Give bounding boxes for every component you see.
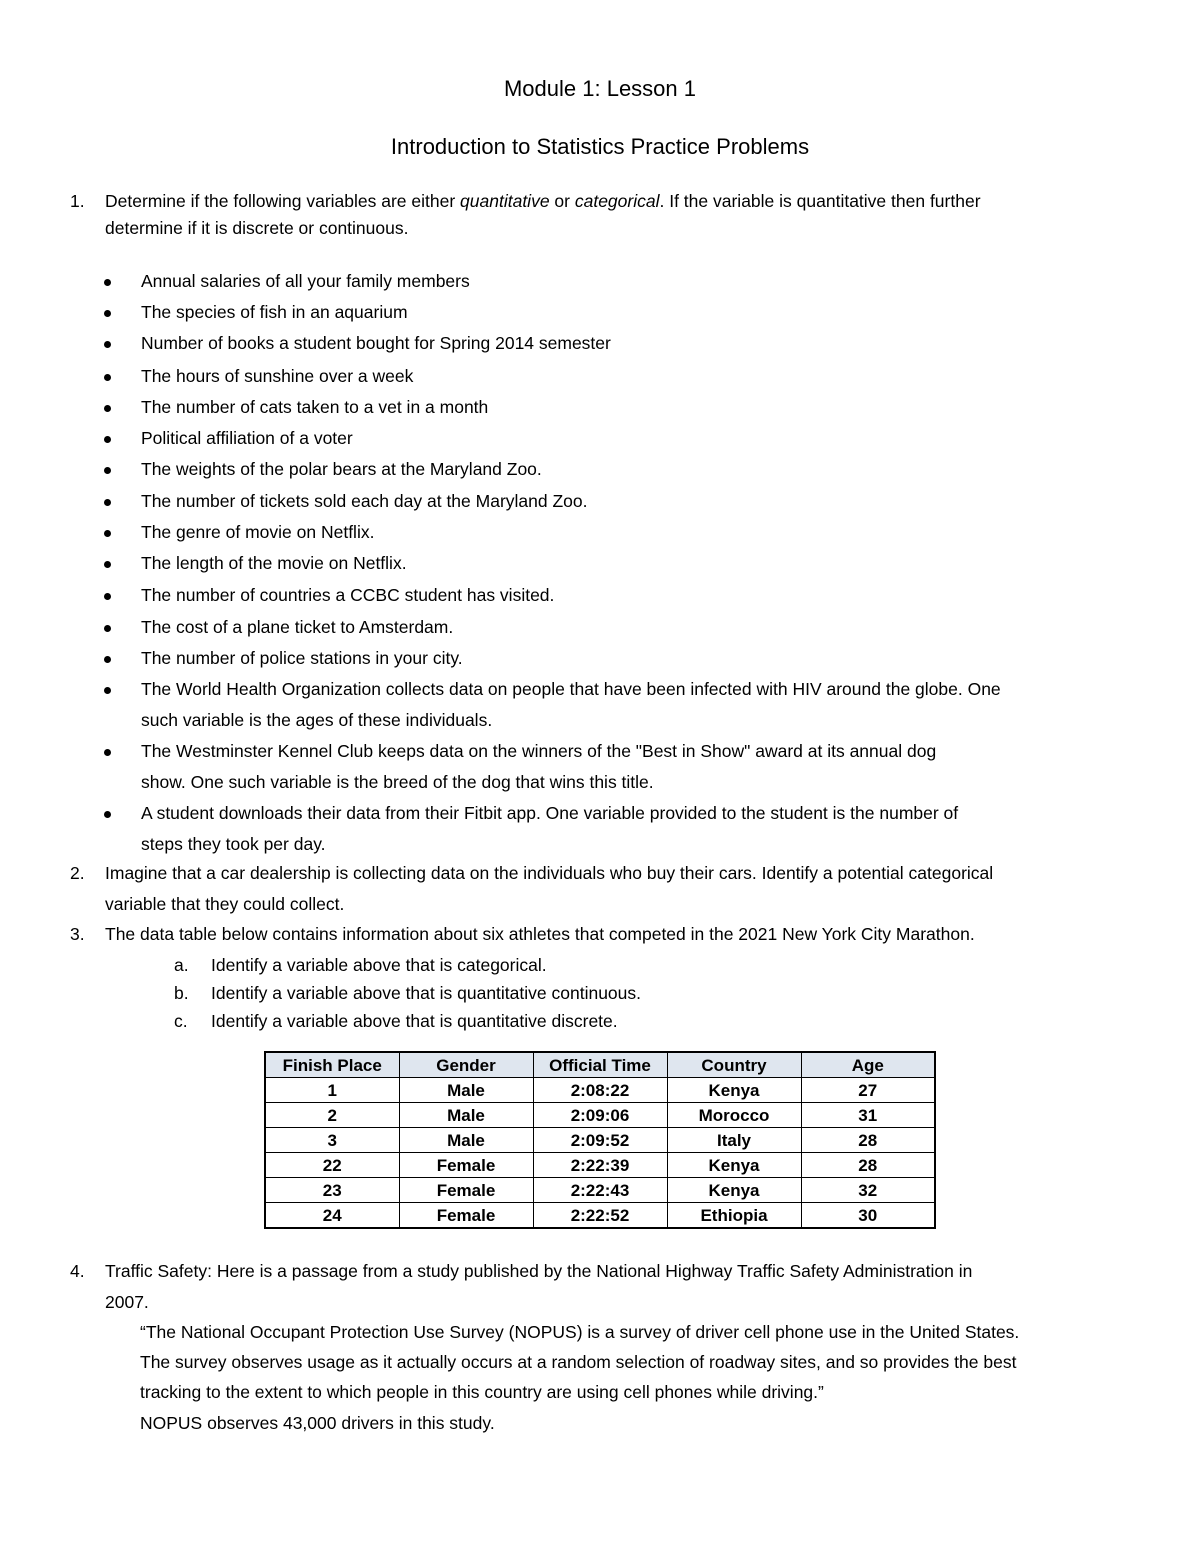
table-cell: 2:22:52 bbox=[533, 1203, 667, 1229]
bullet-icon bbox=[104, 687, 111, 694]
question-4-line-1: Traffic Safety: Here is a passage from a study published by the National Highway Traffic Safety Administration in bbox=[105, 1261, 973, 1281]
bullet-text: The genre of movie on Netflix. bbox=[141, 522, 375, 542]
bullet-text: The weights of the polar bears at the Maryland Zoo. bbox=[141, 459, 542, 479]
table-cell: 23 bbox=[265, 1178, 399, 1203]
question-3-number: 3. bbox=[70, 924, 85, 944]
table-cell: 28 bbox=[801, 1153, 935, 1178]
table-row bbox=[265, 1128, 935, 1153]
bullet-text: steps they took per day. bbox=[141, 834, 326, 854]
subitem-text: Identify a variable above that is quantitative discrete. bbox=[211, 1011, 618, 1031]
question-3-line-1: The data table below contains information about six athletes that competed in the 2021 New York City Marathon. bbox=[105, 924, 975, 944]
table-cell: 24 bbox=[265, 1203, 399, 1229]
table-cell: 1 bbox=[265, 1078, 399, 1103]
bullet-icon bbox=[104, 625, 111, 632]
table-cell: Kenya bbox=[667, 1153, 801, 1178]
bullet-icon bbox=[104, 749, 111, 756]
table-cell: Male bbox=[399, 1078, 533, 1103]
subitem-letter: c. bbox=[174, 1011, 188, 1031]
bullet-text: The Westminster Kennel Club keeps data on the winners of the "Best in Show" award at its annual dog bbox=[141, 741, 937, 761]
bullet-icon bbox=[104, 436, 111, 443]
bullet-icon bbox=[104, 467, 111, 474]
table-cell: 2:22:43 bbox=[533, 1178, 667, 1203]
question-4-number: 4. bbox=[70, 1261, 85, 1281]
table-cell: 31 bbox=[801, 1103, 935, 1128]
table-row bbox=[265, 1178, 935, 1203]
quote-line: The survey observes usage as it actually occurs at a random selection of roadway sites, and so provides the best bbox=[140, 1352, 1017, 1372]
table-cell: Female bbox=[399, 1178, 533, 1203]
question-2-line-1: Imagine that a car dealership is collecting data on the individuals who buy their cars. Identify a potential categorical bbox=[105, 863, 994, 883]
bullet-text: The length of the movie on Netflix. bbox=[141, 553, 407, 573]
table-cell: 3 bbox=[265, 1128, 399, 1153]
bullet-text: such variable is the ages of these individuals. bbox=[141, 710, 493, 730]
bullet-text: A student downloads their data from their Fitbit app. One variable provided to the student is the number of bbox=[141, 803, 959, 823]
table-cell: 2:22:39 bbox=[533, 1153, 667, 1178]
table-cell: 2:09:06 bbox=[533, 1103, 667, 1128]
subitem-text: Identify a variable above that is quantitative continuous. bbox=[211, 983, 641, 1003]
table-cell: Italy bbox=[667, 1128, 801, 1153]
table-cell: Female bbox=[399, 1153, 533, 1178]
bullet-text: The World Health Organization collects data on people that have been infected with HIV around the globe. One bbox=[141, 679, 1001, 699]
table-row bbox=[265, 1103, 935, 1128]
bullet-text: The cost of a plane ticket to Amsterdam. bbox=[141, 617, 454, 637]
page-title: Module 1: Lesson 1 bbox=[503, 76, 697, 101]
bullet-text: The number of cats taken to a vet in a month bbox=[141, 397, 489, 417]
column-header: Official Time bbox=[533, 1052, 667, 1078]
question-1-line-1: Determine if the following variables are either quantitative or categorical. If the variable is quantitative then further bbox=[105, 191, 981, 211]
marathon-data-table bbox=[264, 1051, 936, 1229]
page-subtitle: Introduction to Statistics Practice Problems bbox=[390, 134, 810, 159]
column-header: Gender bbox=[399, 1052, 533, 1078]
subitem-text: Identify a variable above that is categorical. bbox=[211, 955, 547, 975]
table-cell: Female bbox=[399, 1203, 533, 1229]
table-cell: 2:09:52 bbox=[533, 1128, 667, 1153]
table-cell: Kenya bbox=[667, 1178, 801, 1203]
bullet-text: Political affiliation of a voter bbox=[141, 428, 353, 448]
table-cell: 2 bbox=[265, 1103, 399, 1128]
bullet-text: show. One such variable is the breed of the dog that wins this title. bbox=[141, 772, 654, 792]
table-header-row bbox=[265, 1052, 935, 1078]
bullet-icon bbox=[104, 561, 111, 568]
table-cell: Male bbox=[399, 1103, 533, 1128]
table-cell: Kenya bbox=[667, 1078, 801, 1103]
bullet-text: The number of tickets sold each day at the Maryland Zoo. bbox=[141, 491, 588, 511]
quote-line: “The National Occupant Protection Use Survey (NOPUS) is a survey of driver cell phone use in the United States. bbox=[140, 1322, 1020, 1342]
table-cell: Male bbox=[399, 1128, 533, 1153]
question-2-line-2: variable that they could collect. bbox=[105, 894, 345, 914]
quote-line: tracking to the extent to which people in this country are using cell phones while driving.” bbox=[140, 1382, 824, 1402]
bullet-text: The hours of sunshine over a week bbox=[141, 366, 414, 386]
bullet-icon bbox=[104, 341, 111, 348]
bullet-icon bbox=[104, 530, 111, 537]
bullet-icon bbox=[104, 499, 111, 506]
table-cell: 28 bbox=[801, 1128, 935, 1153]
table-cell: Morocco bbox=[667, 1103, 801, 1128]
bullet-icon bbox=[104, 593, 111, 600]
table-cell: Ethiopia bbox=[667, 1203, 801, 1229]
bullet-text: Annual salaries of all your family members bbox=[141, 271, 470, 291]
question-2-number: 2. bbox=[70, 863, 85, 883]
table-cell: 2:08:22 bbox=[533, 1078, 667, 1103]
table-row bbox=[265, 1153, 935, 1178]
column-header: Country bbox=[667, 1052, 801, 1078]
bullet-icon bbox=[104, 310, 111, 317]
bullet-icon bbox=[104, 374, 111, 381]
bullet-text: The number of police stations in your city. bbox=[141, 648, 463, 668]
table-body bbox=[265, 1078, 935, 1229]
table-cell: 22 bbox=[265, 1153, 399, 1178]
bullet-icon bbox=[104, 811, 111, 818]
table-cell: 27 bbox=[801, 1078, 935, 1103]
bullet-text: The number of countries a CCBC student has visited. bbox=[141, 585, 555, 605]
table-cell: 32 bbox=[801, 1178, 935, 1203]
bullet-text: Number of books a student bought for Spring 2014 semester bbox=[141, 333, 611, 353]
question-4-closing: NOPUS observes 43,000 drivers in this study. bbox=[140, 1413, 495, 1433]
bullet-icon bbox=[104, 656, 111, 663]
bullet-icon bbox=[104, 405, 111, 412]
column-header: Age bbox=[801, 1052, 935, 1078]
column-header: Finish Place bbox=[265, 1052, 399, 1078]
bullet-icon bbox=[104, 279, 111, 286]
subitem-letter: a. bbox=[174, 955, 189, 975]
bullet-text: The species of fish in an aquarium bbox=[141, 302, 408, 322]
table-row bbox=[265, 1078, 935, 1103]
question-4-line-2: 2007. bbox=[105, 1292, 149, 1312]
table-row bbox=[265, 1203, 935, 1229]
subitem-letter: b. bbox=[174, 983, 189, 1003]
question-1-number: 1. bbox=[70, 191, 85, 211]
question-1-line-2: determine if it is discrete or continuous. bbox=[105, 218, 409, 238]
table-cell: 30 bbox=[801, 1203, 935, 1229]
